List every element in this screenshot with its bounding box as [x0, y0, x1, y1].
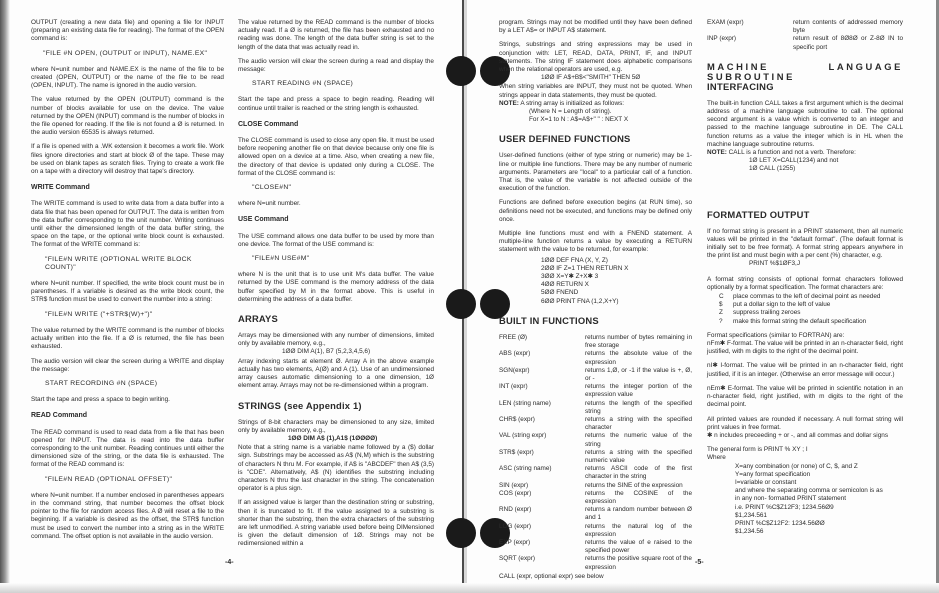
note-label: NOTE:: [707, 149, 727, 157]
paragraph: The value returned by the WRITE command is the number of blocks actually written into the file. If a Ø is returned, the file has been exhausted.: [31, 326, 224, 351]
function-description: returns the length of the specified string: [585, 399, 692, 415]
paragraph: Functions are defined before execution begins (at RUN time), so definitions need not be executed, and functions may be defined only once.: [499, 199, 692, 223]
paragraph: Multiple line functions must end with a FNEND statement. A multiple-line function returns a value by executing a RETURN statement with the value to be returned, for example:: [499, 230, 692, 254]
format-char-key: C: [719, 293, 724, 301]
page5-column3: [499, 19, 692, 581]
note-detail: (Where N = Length of string).: [529, 108, 612, 116]
paragraph: Start the tape and press a space to begin writing.: [31, 396, 170, 404]
section-heading-arrays: ARRAYS: [238, 313, 278, 325]
where-line: in any non- formatted PRINT statement: [735, 495, 847, 503]
note-line: [707, 149, 903, 157]
format-char-key: Z: [719, 309, 723, 317]
function-name: STR$ (expr): [499, 448, 534, 456]
where-line: PRINT %C$Z12F2: 1234.56ØØ: [735, 519, 825, 527]
where-definitions: [735, 463, 903, 537]
paragraph: The READ command is used to read data from a file that has been opened for INPUT. The data is read into the data buffer corresponding to the unit number. Reading continues until either the dimensioned size of the string, or the data file is exhausted. The format of the READ command is:: [31, 428, 224, 469]
punch-hole-icon: [446, 518, 476, 548]
paragraph: The USE command allows one data buffer to be used by more than one device. The format of the USE command is:: [238, 232, 434, 248]
code-example: "FILE#N READ (OPTIONAL OFFSET)": [45, 475, 173, 483]
page-number-right: -5-: [695, 559, 704, 566]
paragraph: where N=unit number and NAME.EX is the name of the file to be created (OPEN, OUTPUT) or the name of the file to be read (OPEN, INPUT). The name is ignored in the audio version.: [31, 65, 224, 90]
function-name: FREE (Ø): [499, 333, 528, 341]
punch-hole-icon: [446, 56, 476, 86]
function-description: returns the SINE of the expression: [585, 481, 683, 489]
function-row: [499, 555, 692, 571]
format-spec-i: nI✱ I-format. The value will be printed in an n-character field, right justified, if it is an integer. (Otherwise an error message will occur.): [707, 362, 903, 378]
function-description: returns the COSINE of the expression: [585, 489, 692, 505]
format-spec-f: nFm✱ F-format. The value will be printed in an n-character field, right justified, with m digits to the right of the decimal point.: [707, 340, 903, 356]
function-name: LEN (string name): [499, 399, 551, 407]
where-line: I=variable or constant: [735, 478, 797, 486]
paragraph: The value returned by the OPEN (OUTPUT) command is the number of blocks available for use on the device. The value returned by the OPEN (INPUT) command is the number of blocks in the file opened for reading. If the file is not found a Ø is returned. In the audio version 65535 is always returned.: [31, 96, 224, 137]
paragraph: A format string consists of optional format characters followed optionally by a format specification. The format characters are:: [707, 275, 903, 291]
section-heading-formatted-output: FORMATTED OUTPUT: [707, 208, 810, 220]
function-row: [499, 416, 692, 432]
function-description: returns the value of e raised to the specified power: [585, 538, 692, 555]
bottom-page-edge: [0, 583, 939, 593]
format-characters-list: [719, 293, 903, 326]
note-detail: 1Ø CALL (1255): [749, 165, 796, 173]
note-detail: For X=1 to N : A$=A$+" " : NEXT X: [529, 116, 629, 124]
paragraph: Array indexing starts at element Ø. Array A in the above example actually has two elements, A(Ø) and A (1). Use of an undimensioned array causes automatic dimensioning to a one dimension, 1Ø element array. Arrays may not be re-dimensioned within a program.: [238, 357, 434, 390]
code-line: 5ØØ FNEND: [541, 289, 579, 297]
function-row: [707, 35, 903, 51]
function-name: EXP (expr): [499, 538, 531, 546]
paragraph: The audio version will clear the screen during a read and display the message:: [238, 57, 434, 74]
left-binding-shadow: [0, 0, 10, 593]
function-name: COS (expr): [499, 489, 532, 497]
function-row: [499, 432, 692, 448]
heading-line: INTERFACING: [707, 80, 774, 92]
format-char-item: [719, 293, 903, 301]
format-char-desc: put a dollar sign to the left of value: [733, 301, 831, 309]
where-line: Y=any format specification: [735, 470, 811, 478]
paragraph: All printed values are rounded if necessary. A null format string will print values in free format.: [707, 415, 903, 431]
function-description: returns the natural log of the expression: [585, 522, 692, 538]
heading-line: MACHINE LANGUAGE SUBROUTINE: [707, 60, 903, 82]
paragraph: where N=unit number. If specified, the write block count must be in parentheses. If a variable is desired as the write block count, the STR$ function must be used to convert the number into a string:: [31, 280, 224, 304]
code-example: 1ØØ DIM A(1), B7 (5,2,3,4,5,6): [282, 348, 371, 356]
paragraph: where N is the unit that is to use unit M's data buffer. The value returned by the USE command is the memory address of the data buffer specified by M in the format above. This is useful in determining the address of a data buffer.: [238, 271, 434, 303]
function-name: INT (expr): [499, 383, 528, 391]
format-char-desc: place commas to the left of decimal point as needed: [733, 293, 881, 301]
code-line: 1ØØ DEF FNA (X, Y, Z): [541, 256, 608, 264]
section-heading-strings: STRINGS (see Appendix 1): [238, 399, 362, 411]
code-line: 6ØØ PRINT FNA (1,2,X+Y): [541, 297, 619, 305]
paragraph: Arrays may be dimensioned with any number of dimensions, limited only by available memory, e.g.,: [238, 332, 434, 348]
code-example: START READING #N (SPACE): [252, 80, 354, 88]
function-row: [499, 523, 692, 539]
function-row: [499, 449, 692, 465]
function-description: returns the absolute value of the expression: [585, 350, 692, 366]
where-line: $1,234.561: [735, 511, 767, 519]
function-name: SIN (expr): [499, 481, 529, 489]
format-char-item: [719, 318, 903, 326]
where-line: $1,234.56: [735, 528, 764, 536]
function-name: ABS (expr): [499, 350, 531, 358]
function-example-listing: [541, 257, 692, 306]
function-description: returns number of bytes remaining in free storage: [585, 333, 692, 350]
page4-column1: [31, 19, 224, 547]
function-row: [499, 506, 692, 522]
note-label: NOTE:: [499, 99, 519, 107]
paragraph: The CLOSE command is used to close any open file. It must be used before reopening another file on that device because only one file is allowed open on a device at a time. Also, when creating a new file, the directory of that device is updated only during a CLOSE. The format of the CLOSE command is:: [238, 137, 434, 177]
function-description: returns the integer portion of the expression value: [585, 383, 692, 399]
section-heading-machine-language: [707, 62, 903, 92]
where-line: X=any combination (or none) of C, $, and Z: [735, 462, 858, 470]
paragraph: The audio version will clear the screen during a WRITE and display the message:: [31, 357, 224, 373]
function-description: returns ASCII code of the first character in the string: [585, 465, 692, 481]
function-name: LOG (expr): [499, 522, 531, 530]
note-line: [499, 100, 692, 108]
note-text: CALL is a function and not a verb. Therefore:: [728, 149, 856, 157]
section-heading-close: CLOSE Command: [238, 120, 299, 128]
function-name: EXAM (expr): [707, 19, 744, 26]
paragraph: Start the tape and press a space to begin reading. Reading will continue until trailer is reached or the string length is exhausted.: [238, 96, 434, 112]
function-name: RND (expr): [499, 506, 532, 514]
code-line: 3ØØ X=Y✱ Z+X✱ 3: [541, 273, 599, 281]
function-description: return result of 8Ø8Ø or Z-8Ø IN to specific port: [793, 35, 903, 51]
code-example: PRINT %$1ØF3,J: [749, 260, 801, 268]
code-example: "FILE#N WRITE (OPTIONAL WRITE BLOCK COUNT)": [45, 255, 192, 271]
note-text: A string array is initialized as follows:: [520, 99, 625, 107]
function-name: CHR$ (expr): [499, 415, 535, 423]
paragraph: When string variables are INPUT, they must not be quoted. When strings appear in data statements, they must be quoted.: [499, 83, 692, 99]
code-example: "FILE#N USE#M": [252, 255, 310, 263]
spec-intro: Format specifications (similar to FORTRAN) are:: [707, 331, 845, 339]
call-function-line: CALL (expr, optional expr) see below: [499, 572, 604, 580]
paragraph: The WRITE command is used to write data from a data buffer into a data file that has been opened for OUTPUT. The data is written from the data buffer corresponding to the unit number. Writing continues until either the dimensioned length of the data buffer string, the space on the tape, or the optional write block count is exhausted. The format of the WRITE command is:: [31, 200, 224, 249]
section-heading-user-defined-functions: USER DEFINED FUNCTIONS: [499, 133, 631, 145]
function-description: returns a string with the specified character: [585, 415, 692, 432]
page-number-left: -4-: [225, 559, 234, 566]
paragraph: If a file is opened with a .WK extension it becomes a work file. Work files ignore directories and start at block Ø of the tape. These may be used on blank tapes as scratch files. Trying to create a work file on a tape with a directory will destroy that tape's directory.: [31, 143, 224, 176]
function-row: [499, 383, 692, 399]
function-row: [499, 367, 692, 383]
section-heading-built-in-functions: BUILT IN FUNCTIONS: [499, 314, 599, 326]
paragraph: If no format string is present in a PRINT statement, then all numeric values will be printed in the "default format". (The default format is initially set to be free format). A format string appears anywhere in the print list and must begin with a per cent (%) character, e.g.: [707, 227, 903, 260]
where-label: Where: [707, 454, 726, 462]
page5-column4: [707, 19, 903, 536]
code-line: 2ØØ IF Z=1 THEN RETURN X: [541, 264, 629, 272]
format-char-desc: suppress trailing zeroes: [733, 309, 801, 317]
where-line: i.e. PRINT %C$Z12F3; 1234.56Ø9: [735, 503, 834, 511]
paragraph: where N=unit number.: [238, 200, 301, 208]
code-example: START RECORDING #N (SPACE): [45, 379, 158, 387]
paragraph: The built-in function CALL takes a first argument which is the decimal address of a machine language subroutine to call. The optional second argument is a value which is converted to an integer and passed to the machine language subroutine in DE. The CALL function returns as a value the integer which is in HL when the machine language subroutine returns.: [707, 99, 903, 148]
paragraph: OUTPUT (creating a new data file) and opening a file for INPUT (preparing an existing data file for reading). The format of the OPEN command is:: [31, 19, 224, 43]
function-row: [499, 350, 692, 366]
code-example: 1ØØ DIM A$ (1),A1$ (1ØØØØ): [288, 434, 378, 442]
function-description: returns the positive square root of the expression: [585, 555, 692, 571]
function-description: returns a string with the specified numeric value: [585, 448, 692, 464]
function-description: returns the numeric value of the string: [585, 432, 692, 448]
format-char-desc: make this format string the default specification: [733, 317, 867, 325]
paragraph: User-defined functions (either of type string or numeric) may be 1-line or multiple line functions. There may be any number of numeric arguments. Parameters are "local" to a particular call of a function. That is, the value of the variable is not affected outside of the execution of the function.: [499, 152, 692, 193]
function-name: VAL (string expr): [499, 432, 547, 440]
footnote: ✱ n includes preceeding + or -, and all commas and dollar signs: [707, 431, 889, 439]
function-name: SQRT (expr): [499, 555, 535, 563]
note-detail: 1Ø LET X=CALL(1234) and not: [749, 157, 839, 165]
page4-column2: [238, 19, 434, 555]
section-heading-write: WRITE Command: [31, 184, 90, 192]
format-spec-e: nEm✱ E-format. The value will be printed in scientific notation in an n-character field, right justified, with m digits to the right of the decimal point.: [707, 384, 903, 409]
function-row: [499, 400, 692, 416]
function-name: INP (expr): [707, 35, 737, 43]
function-row: [707, 19, 903, 35]
format-char-key: ?: [719, 317, 723, 325]
function-row: [499, 539, 692, 555]
where-line: and where the separating comma or semicolon is as: [735, 487, 883, 495]
format-char-item: [719, 309, 903, 317]
format-char-key: $: [719, 301, 723, 309]
function-row: [499, 490, 692, 506]
punch-hole-icon: [446, 289, 476, 319]
function-row: [499, 482, 692, 490]
paragraph: where N=unit number. If a number enclosed in parentheses appears in the command string, that number becomes the offset block pointer to the file for random access files. A Ø will reset a file to the beginning. If a variable is desired as the offset, the STR$ function must be used to convert the number into a string as in the WRITE command. The offset option is not available in the audio version.: [31, 491, 224, 540]
paragraph: program. Strings may not be modified until they have been defined by a LET A$= or INPUT A$ statement.: [499, 19, 692, 35]
general-form: The general form is PRINT % XY ; I: [707, 446, 808, 454]
function-name: SGN(expr): [499, 366, 530, 374]
paragraph: The value returned by the READ command is the number of blocks actually read. If a Ø is returned, the file has been exhausted and no reading was done. The length of the data buffer string is set to the length of the data that was actually read in.: [238, 19, 434, 51]
paragraph: Strings of 8-bit characters may be dimensioned to any size, limited only by available memory, e.g.,: [238, 418, 434, 434]
paragraph: Strings, substrings and string expressions may be used in conjunction with: LET, READ, DATA, PRINT, IF, and INPUT statements. The string IF statement does alphabetic comparisons when the relational operators are used, e.g.: [499, 41, 692, 74]
function-row: [499, 465, 692, 481]
paragraph: If an assigned value is larger than the destination string or substring, then it is truncated to fit. If the value assigned to a substring is shorter than the substring, then the extra characters of the substring are left unmodified. A string variable used before being DIMensioned is given the default dimension of 1Ø. Strings may not be redimensioned within a: [238, 499, 434, 548]
function-name: ASC (string name): [499, 465, 552, 473]
function-description: returns 1,Ø, or -1 if the value is +, Ø, or -: [585, 366, 692, 382]
function-row: [499, 334, 692, 350]
function-description: return contents of addressed memory byte: [793, 19, 903, 35]
section-heading-use: USE Command: [238, 216, 289, 224]
code-example: "FILE #N OPEN, (OUTPUT or INPUT), NAME.EX": [43, 49, 208, 57]
code-example: "FILE#N WRITE ("+STR$(W)+")": [45, 310, 153, 318]
paragraph: Note that a string name is a variable name followed by a ($) dollar sign. Substrings may be accessed as A$ (N,M) which is the substring of characters N thru M. For example, if A$ is "ABCDEF" then A$ (3,5) is "CDE". Alternatively, A$ (N) identifies the substring including characters N thru the last character in the string. The concatenation operator is a plus sign.: [238, 444, 434, 493]
built-in-functions-table: [499, 334, 692, 572]
format-char-item: [719, 301, 903, 309]
function-description: returns a random number between Ø and 1: [585, 506, 692, 522]
section-heading-read: READ Command: [31, 412, 88, 420]
code-example: 1ØØ IF A$+B$<"SMITH" THEN 5Ø: [541, 74, 641, 82]
code-line: 4ØØ RETURN X: [541, 281, 589, 289]
built-in-functions-table-continued: [707, 19, 903, 52]
code-example: "CLOSE#N": [252, 184, 292, 192]
